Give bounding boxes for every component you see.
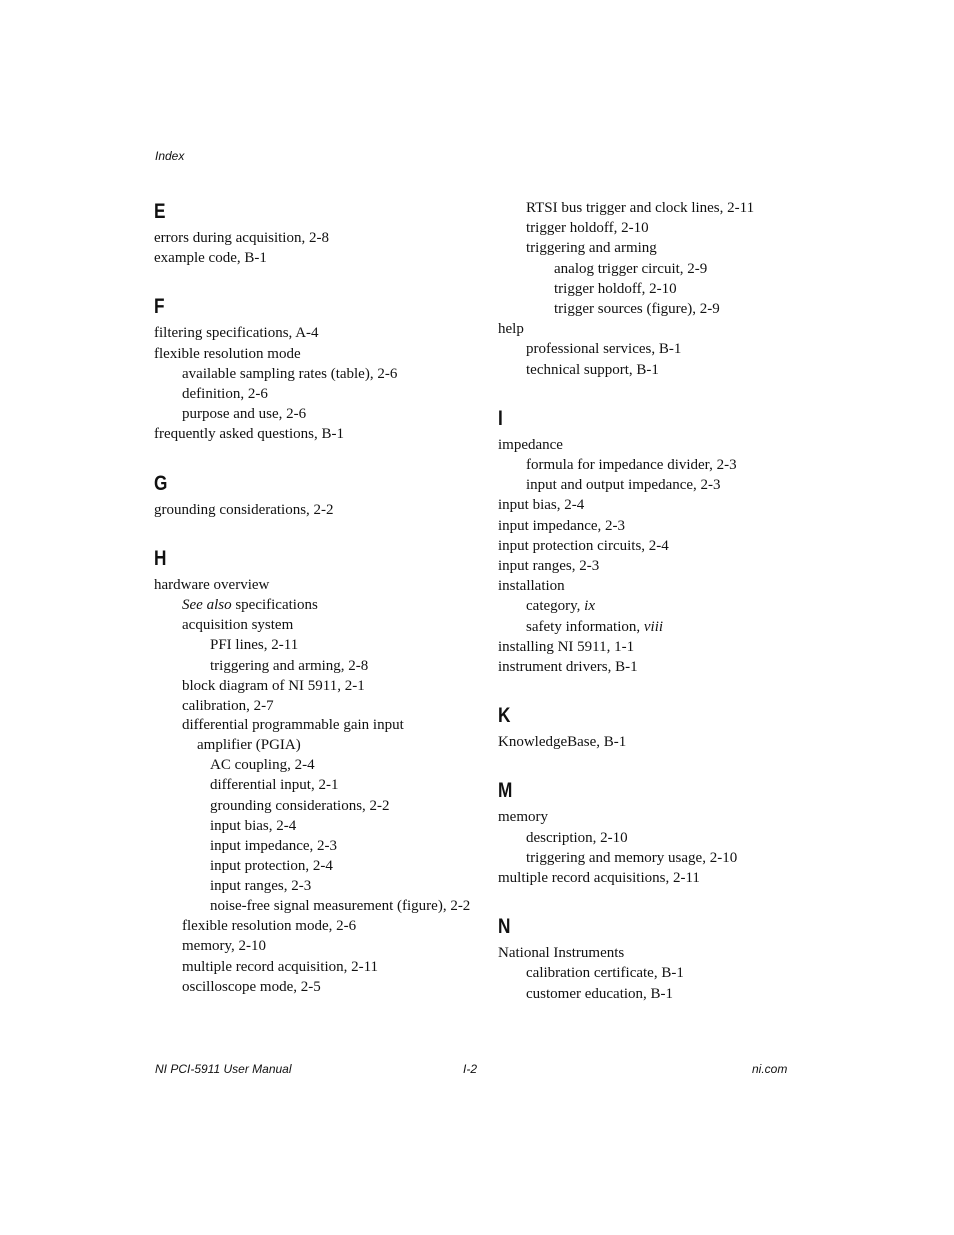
index-entry-text: grounding considerations, 2-2 [154,501,334,518]
index-entry [154,856,484,876]
index-entry-text: triggering and arming [526,240,657,257]
index-entry-text: input protection circuits, 2-4 [498,537,669,554]
index-entry-text: available sampling rates (table), 2-6 [182,365,398,382]
index-entry [498,319,828,339]
index-entry-text: grounding considerations, 2-2 [210,797,390,814]
index-entry-text: AC coupling, 2-4 [210,757,315,774]
index-entry-italic-text: See also [182,597,232,614]
index-entry-text: purpose and use, 2-6 [182,406,307,423]
index-entry-text: differential input, 2-1 [210,777,339,794]
index-entry-text: input bias, 2-4 [498,497,585,514]
index-entry-text: input ranges, 2-3 [498,558,600,575]
index-entry [498,516,828,536]
section-letter-heading: E [154,200,166,223]
index-entry-text: memory [498,809,548,826]
index-entry-text: multiple record acquisition, 2-11 [182,958,379,975]
index-entry [154,424,484,444]
index-entry-text: triggering and arming, 2-8 [210,657,369,674]
index-entry [498,984,828,1004]
index-entry-text: block diagram of NI 5911, 2-1 [182,677,365,694]
index-entry [498,943,828,963]
index-entry-text: noise-free signal measurement (figure), 2-2 [210,897,471,914]
index-entry [154,676,484,696]
index-entry [498,198,828,218]
index-section [154,545,484,997]
index-entry-text: oscilloscope mode, 2-5 [182,978,321,995]
index-entry [498,218,828,238]
index-entry [498,637,828,657]
index-entry [498,238,828,258]
index-entry-text: errors during acquisition, 2-8 [154,230,329,246]
index-entry [498,848,828,868]
index-column-right [498,198,828,1004]
footer-page-number: I-2 [463,1062,478,1076]
index-section [498,702,828,752]
index-entry [498,617,828,637]
section-letter-heading: H [154,546,167,570]
index-entry [154,344,484,364]
section-letter-heading: N [498,915,511,939]
section-letter-heading: K [498,704,511,728]
index-entry [154,897,475,917]
index-column-left [154,198,484,997]
index-entry [498,732,828,752]
index-entry-text: definition, 2-6 [182,386,268,403]
index-entry [498,576,828,596]
index-entry [498,536,828,556]
index-entry-text: installation [498,578,565,595]
index-entry [154,635,484,655]
index-entry-text: trigger holdoff, 2-10 [554,280,677,297]
index-entry-text: multiple record acquisitions, 2-11 [498,870,700,887]
index-entry [498,596,828,616]
index-entry-text: filtering specifications, A-4 [154,325,319,342]
index-entry [498,963,828,983]
index-entry [498,657,828,677]
index-entry [498,807,828,827]
index-entry [498,828,828,848]
index-section [498,405,828,677]
index-entry-text: calibration, 2-7 [182,698,274,715]
index-entry-text: technical support, B-1 [526,361,659,378]
index-section [498,198,828,380]
index-entry [498,360,828,380]
index-entry-text: hardware overview [154,576,270,593]
index-entry [154,595,484,615]
index-entry [154,836,484,856]
index-entry-text: trigger holdoff, 2-10 [526,220,649,237]
index-entry-text: triggering and memory usage, 2-10 [526,849,738,866]
index-entry [154,957,484,977]
index-entry-text: RTSI bus trigger and clock lines, 2-11 [526,200,755,216]
index-entry-text: calibration certificate, B-1 [526,965,684,982]
index-entry [498,455,828,475]
index-entry-text: instrument drivers, B-1 [498,659,638,676]
index-entry-text: flexible resolution mode, 2-6 [182,918,357,935]
index-section [154,198,484,268]
index-entry [154,876,484,896]
index-entry [498,339,828,359]
index-entry-text: KnowledgeBase, B-1 [498,734,627,751]
index-entry [154,615,484,635]
index-entry [154,248,484,268]
index-entry-text: input and output impedance, 2-3 [526,477,721,494]
section-letter-heading: G [154,471,168,495]
index-entry [154,977,484,997]
index-entry [154,755,484,775]
index-entry-text: specifications [231,597,318,614]
index-entry-text: input impedance, 2-3 [498,517,626,534]
index-entry-text: help [498,321,524,338]
index-entry-text: differential programmable gain input amplifier (PGIA) [182,717,404,753]
index-entry-italic-text: ix [584,598,595,615]
index-entry-text: acquisition system [182,617,294,634]
index-entry-text: input ranges, 2-3 [210,878,312,895]
index-entry [154,500,484,520]
index-entry-text: National Instruments [498,945,625,962]
index-entry [498,299,828,319]
index-entry [154,696,484,716]
index-entry-text: trigger sources (figure), 2-9 [554,301,720,318]
index-entry-text: frequently asked questions, B-1 [154,426,344,443]
footer-website: ni.com [752,1062,788,1076]
section-letter-heading: F [154,295,165,319]
index-entry [154,916,484,936]
index-entry [154,228,484,248]
index-entry-text: PFI lines, 2-11 [210,637,299,654]
index-entry-text: input protection, 2-4 [210,858,333,875]
index-entry-text: professional services, B-1 [526,341,682,358]
index-section [154,293,484,444]
index-entry-text: formula for impedance divider, 2-3 [526,457,737,474]
index-entry [154,656,484,676]
index-entry [154,936,484,956]
index-entry-text: description, 2-10 [526,829,628,846]
footer-manual-title: NI PCI-5911 User Manual [155,1062,292,1076]
index-entry [498,435,828,455]
index-section [154,470,484,520]
index-entry [154,575,484,595]
index-entry-text: impedance [498,436,563,453]
index-entry [498,868,828,888]
index-entry [154,796,484,816]
running-head: Index [155,149,185,163]
index-entry-text: input bias, 2-4 [210,817,297,834]
index-entry-text: flexible resolution mode [154,345,301,362]
index-entry [498,475,828,495]
index-entry [498,259,828,279]
index-entry [154,384,484,404]
section-letter-heading: I [498,406,503,430]
index-section [498,777,828,888]
index-entry-text: memory, 2-10 [182,938,267,955]
index-entry [154,816,484,836]
index-entry-text: customer education, B-1 [526,985,674,1002]
index-entry [154,323,484,343]
index-entry-text: safety information, [526,618,644,635]
index-entry [498,495,828,515]
index-entry-text: installing NI 5911, 1-1 [498,638,635,655]
index-entry [498,279,828,299]
index-entry-italic-text: viii [643,618,664,635]
index-entry [154,404,484,424]
index-entry-text: example code, B-1 [154,250,267,267]
index-entry-text: analog trigger circuit, 2-9 [554,260,708,277]
index-entry [498,556,828,576]
index-section [498,913,828,1004]
index-entry [154,716,447,755]
index-entry [154,364,484,384]
index-entry [154,775,484,795]
index-entry-text: category, [526,598,585,615]
index-entry-text: input impedance, 2-3 [210,838,338,855]
section-letter-heading: M [498,779,513,803]
